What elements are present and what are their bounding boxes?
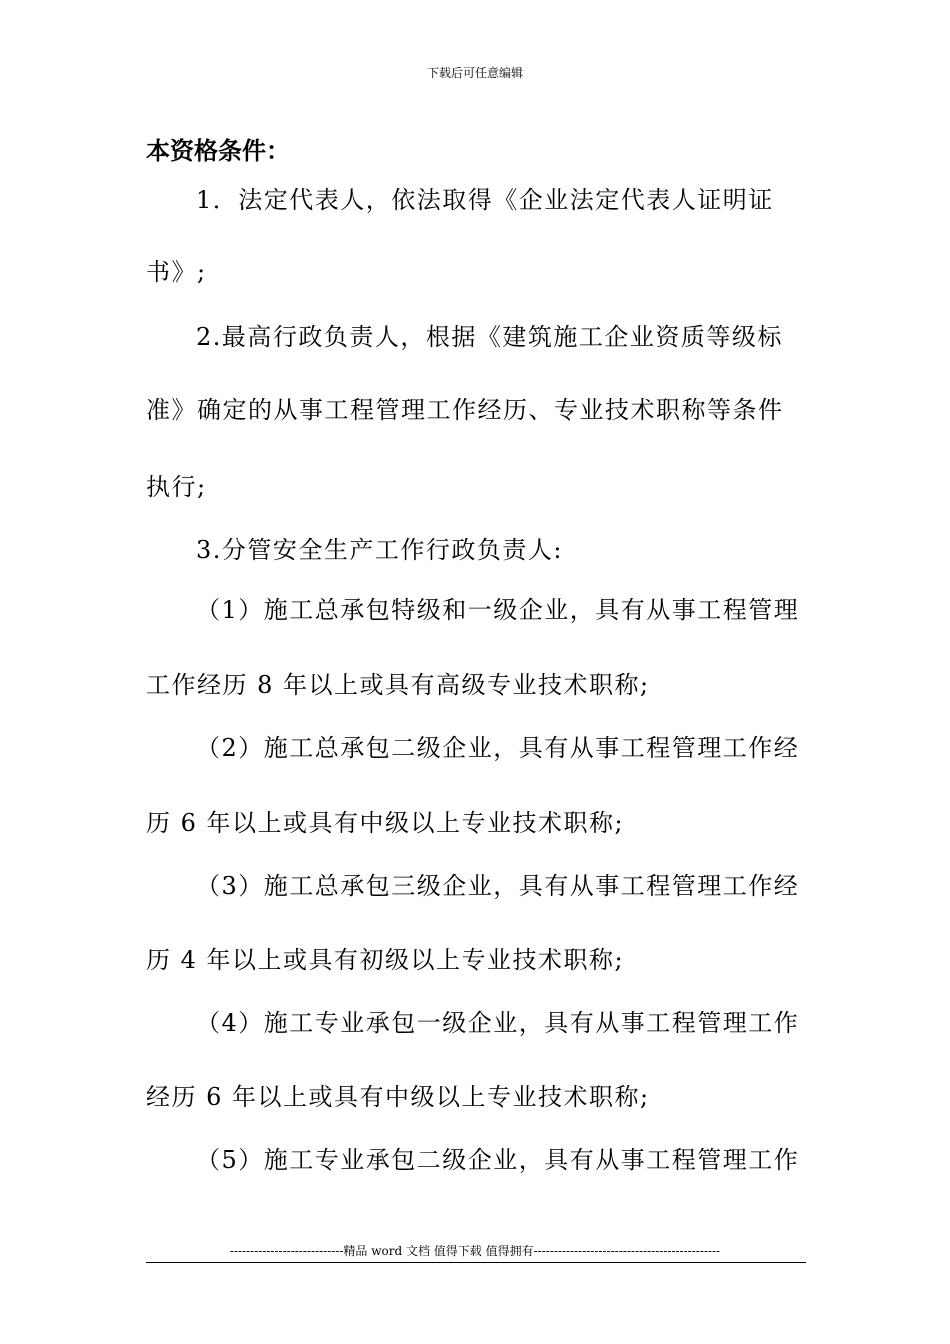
footer-divider [146, 1262, 806, 1263]
page-footer-text: ----------------------------精品 word 文档 值得下载 值得拥有---------------------------------------------- [229, 1244, 721, 1258]
paragraph-line: 1．法定代表人，依法取得《企业法定代表人证明证 [196, 186, 774, 214]
paragraph-line: 历 4 年以上或具有初级以上专业技术职称; [146, 946, 625, 974]
paragraph-line: （1）施工总承包特级和一级企业，具有从事工程管理 [196, 596, 800, 624]
paragraph-line: 执行; [146, 473, 207, 501]
paragraph-line: 工作经历 8 年以上或具有高级专业技术职称; [146, 671, 650, 699]
paragraph-line: （2）施工总承包二级企业，具有从事工程管理工作经 [196, 734, 800, 762]
paragraph-line: 经历 6 年以上或具有中级以上专业技术职称; [146, 1083, 650, 1111]
paragraph-line: （5）施工专业承包二级企业，具有从事工程管理工作 [196, 1146, 800, 1174]
section-title: 本资格条件： [146, 137, 290, 165]
paragraph-line: 准》确定的从事工程管理工作经历、专业技术职称等条件 [146, 396, 784, 424]
page-header-note: 下载后可任意编辑 [426, 66, 523, 80]
paragraph-line: 2.最高行政负责人，根据《建筑施工企业资质等级标 [196, 323, 783, 351]
paragraph-line: （3）施工总承包三级企业，具有从事工程管理工作经 [196, 872, 800, 900]
paragraph-line: 书》; [146, 258, 207, 286]
paragraph-line: 3.分管安全生产工作行政负责人: [196, 536, 563, 564]
paragraph-line: 历 6 年以上或具有中级以上专业技术职称; [146, 809, 625, 837]
paragraph-line: （4）施工专业承包一级企业，具有从事工程管理工作 [196, 1009, 800, 1037]
